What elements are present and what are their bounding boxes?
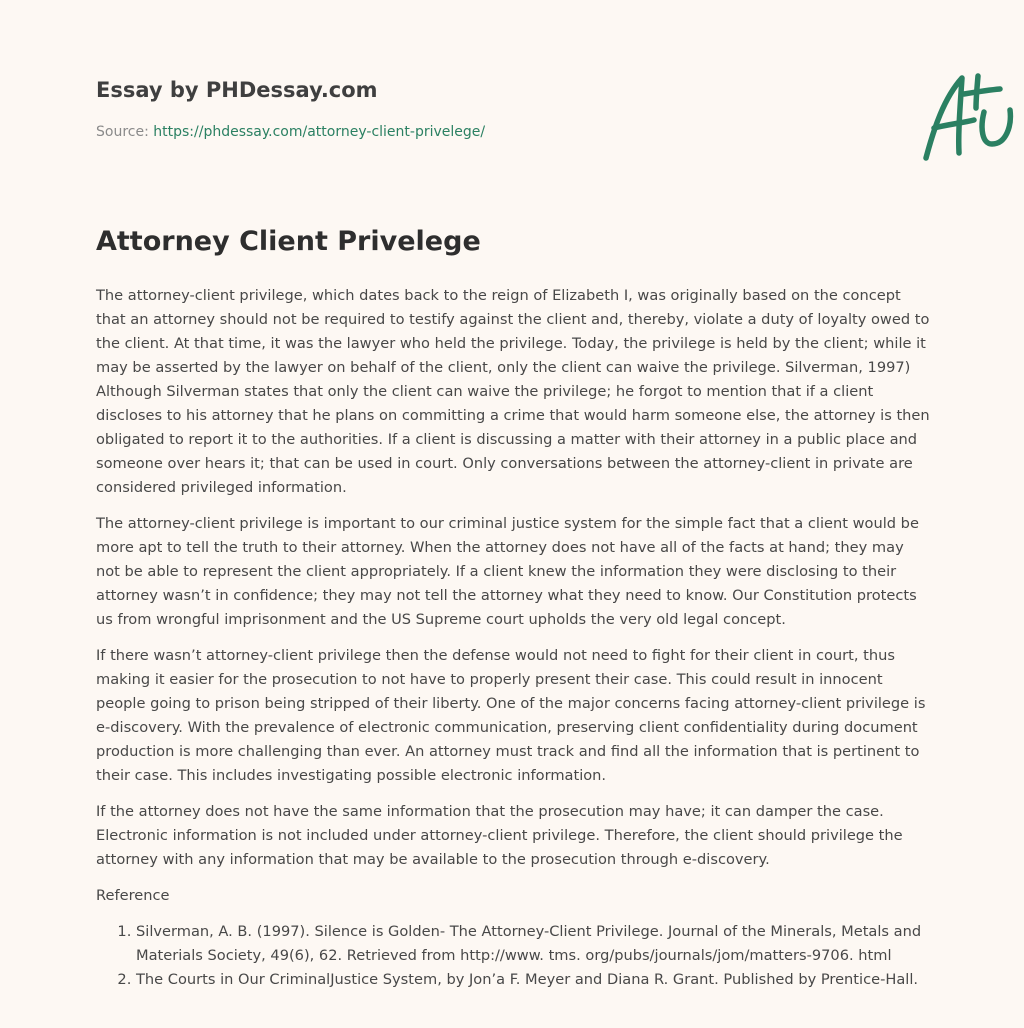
brand-heading: Essay by PHDessay.com bbox=[96, 78, 378, 102]
source-label: Source: bbox=[96, 124, 154, 140]
source-link[interactable]: https://phdessay.com/attorney-client-privelege/ bbox=[153, 124, 486, 140]
paragraph: If there wasn’t attorney-client privilege then the defense would not need to fight for their client in court, thus making it easier for the prosecution to not have to properly present their case. This could result in innocent people going to prison being stripped of their liberty. One of the major concerns facing attorney-client privilege is e-discovery. With the prevalence of electronic communication, preserving client confidentiality during document production is more challenging than ever. An attorney must track and find all the information that is pertinent to their case. This includes investigating possible electronic information. bbox=[96, 647, 926, 784]
reference-list bbox=[96, 920, 930, 992]
reference-heading: Reference bbox=[96, 887, 170, 904]
paragraph: If the attorney does not have the same information that the prosecution may have; it can damper the case. Electronic information is not included under attorney-client privilege. Therefore, the client should privilege the attorney with any information that may be available to the prosecution through e-discovery. bbox=[96, 803, 903, 868]
essay-body bbox=[96, 284, 930, 992]
paragraph: The attorney-client privilege is important to our criminal justice system for the simple fact that a client would be more apt to tell the truth to their attorney. When the attorney does not have all of the facts at hand; they may not be able to represent the client appropriately. If a client knew the information they were disclosing to their attorney wasn’t in confidence; they may not tell the attorney what they need to know. Our Constitution protects us from wrongful imprisonment and the US Supreme court upholds the very old legal concept. bbox=[96, 515, 919, 628]
reference-item: 2. The Courts in Our CriminalJustice System, by Jon’a F. Meyer and Diana R. Grant. Published by Prentice-Hall. bbox=[136, 968, 930, 992]
essay-title: Attorney Client Privelege bbox=[96, 226, 481, 257]
a-plus-logo-icon bbox=[916, 68, 1024, 168]
reference-item: 1. Silverman, A. B. (1997). Silence is Golden- The Attorney-Client Privilege. Journal of the Minerals, Metals and Materials Society, 49(6), 62. Retrieved from http://www. tms. org/pubs/journals/jom/matters-9706. html bbox=[136, 920, 930, 968]
paragraph: The attorney-client privilege, which dates back to the reign of Elizabeth I, was originally based on the concept that an attorney should not be required to testify against the client and, thereby, violate a duty of loyalty owed to the client. At that time, it was the lawyer who held the privilege. Today, the privilege is held by the client; while it may be asserted by the lawyer on behalf of the client, only the client can waive the privilege. Silverman, 1997) Although Silverman states that only the client can waive the privilege; he forgot to mention that if a client discloses to his attorney that he plans on committing a crime that would harm someone else, the attorney is then obligated to report it to the authorities. If a client is discussing a matter with their attorney in a public place and someone over hears it; that can be used in court. Only conversations between the attorney-client in private are considered privileged information. bbox=[96, 287, 930, 496]
source-line bbox=[96, 124, 485, 140]
